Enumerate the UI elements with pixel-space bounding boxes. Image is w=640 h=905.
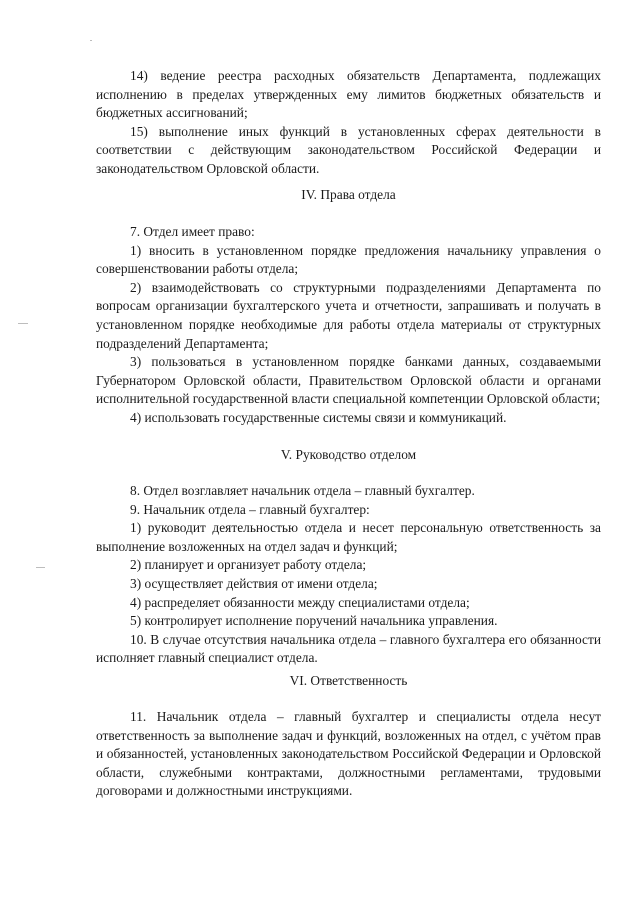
section-4-heading-wrap: [96, 187, 601, 203]
section-5-heading-wrap: [96, 447, 601, 463]
section-6-heading: VI. Ответственность: [289, 673, 408, 688]
paragraph-item-9: 9. Начальник отдела – главный бухгалтер:: [130, 501, 370, 517]
management-block: [96, 482, 601, 668]
duty-item-1: 1) руководит деятельностью отдела и несет персональную ответственность за выполнение возложенных на отдел задач и функций;: [96, 520, 601, 554]
scan-speck: [18, 323, 28, 324]
scan-speck: [90, 40, 92, 41]
paragraph-item-11: 11. Начальник отдела – главный бухгалтер и специалисты отдела несут ответственность за выполнение задач и функций, возложенных на отдел, с учётом прав и обязанностей, установленных законодательством Российской Федерации и Орловской области, служебными контрактами, должностными регламентами, трудовыми договорами и должностными инструкциями.: [96, 709, 601, 799]
paragraph-item-14: 14) ведение реестра расходных обязательств Департамента, подлежащих исполнению в пределах утвержденных ему лимитов бюджетных обязательств и бюджетных ассигнований;: [96, 68, 601, 121]
duty-item-2: 2) планирует и организует работу отдела;: [130, 557, 367, 573]
right-item-1: 1) вносить в установленном порядке предложения начальнику управления о совершенствовании работы отдела;: [96, 242, 601, 277]
section-6-heading-wrap: [96, 673, 601, 689]
section-5-heading: V. Руководство отделом: [280, 447, 417, 462]
scan-speck: [36, 567, 45, 568]
functions-continuation: [96, 67, 601, 179]
right-item-4: 4) использовать государственные системы связи и коммуникаций.: [130, 409, 507, 425]
paragraph-item-7: 7. Отдел имеет право:: [130, 224, 255, 239]
paragraph-item-15: 15) выполнение иных функций в установленных сферах деятельности в соответствии с действующим законодательством Российской Федерации и законодательством Орловской области.: [96, 123, 601, 176]
right-item-2: 2) взаимодействовать со структурными подразделениями Департамента по вопросам организации бухгалтерского учета и отчетности, запрашивать и получать в установленном порядке необходимые для работы отдела материалы от структурных подразделений Департамента;: [96, 279, 601, 351]
paragraph-item-10: 10. В случае отсутствия начальника отдела – главного бухгалтера его обязанности исполняет главный специалист отдела.: [96, 631, 601, 666]
responsibility-block: [96, 708, 601, 801]
paragraph-item-8: 8. Отдел возглавляет начальник отдела – главный бухгалтер.: [130, 483, 475, 498]
duty-item-5: 5) контролирует исполнение поручений начальника управления.: [130, 613, 498, 629]
rights-block: [96, 223, 601, 428]
right-item-3: 3) пользоваться в установленном порядке банками данных, создаваемыми Губернатором Орловской области, Правительством Орловской области и органами исполнительной государственной власти специальной компетенции Орловской области;: [96, 354, 601, 407]
section-4-heading: IV. Права отдела: [301, 187, 396, 202]
duty-item-3: 3) осуществляет действия от имени отдела;: [130, 575, 378, 591]
duty-item-4: 4) распределяет обязанности между специалистами отдела;: [130, 594, 470, 610]
